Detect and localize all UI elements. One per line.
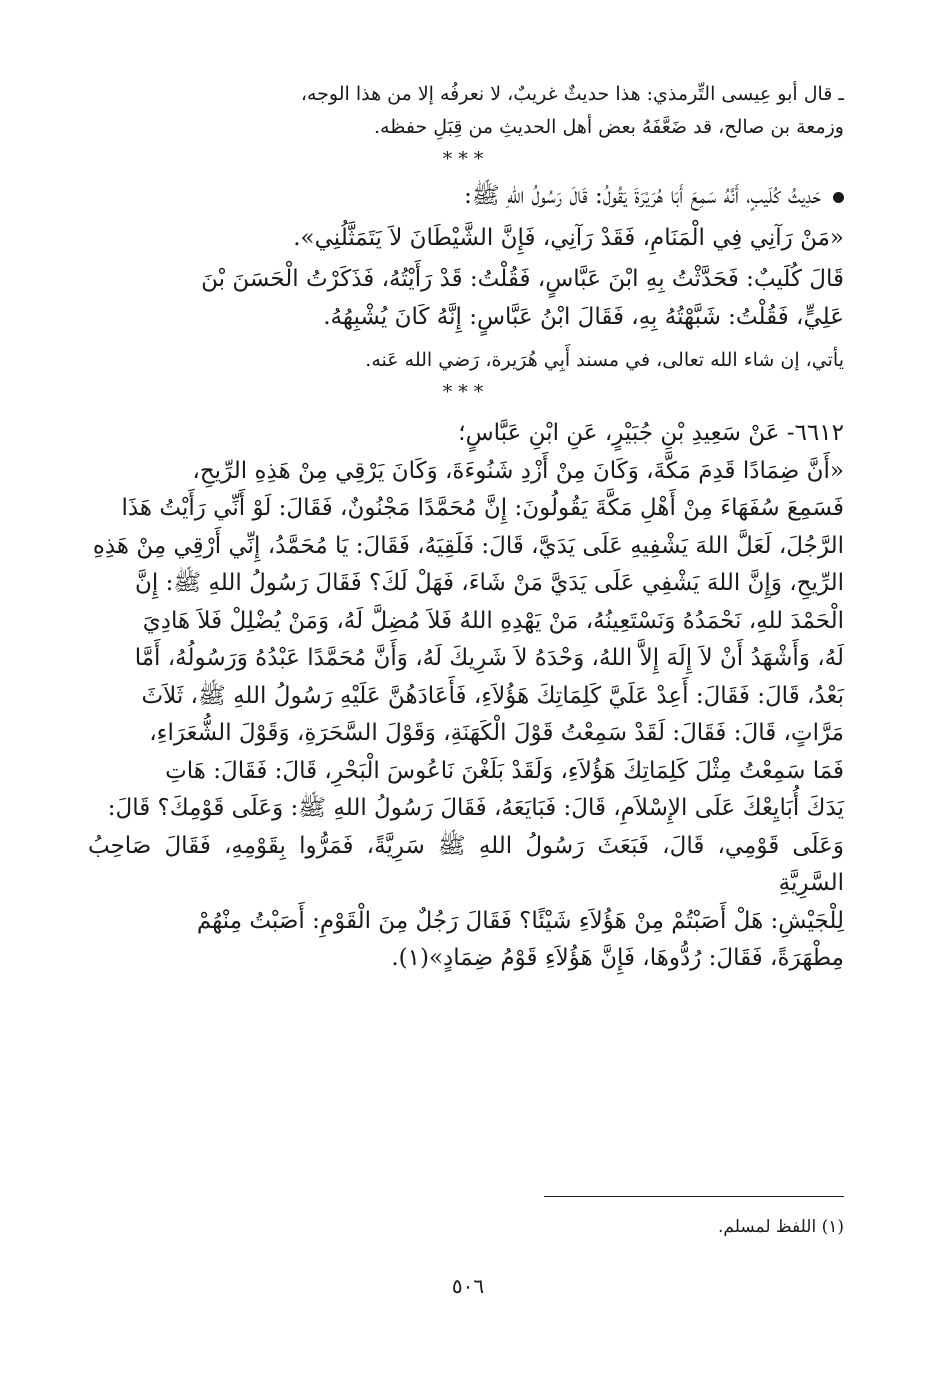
footnote: (١) اللفظ لمسلم. (717, 1217, 844, 1237)
hadith-line: فَسَمِعَ سُفَهَاءَ مِنْ أَهْلِ مَكَّةَ يَقُولُونَ: إِنَّ مُحَمَّدًا مَجْنُونٌ، فَقَالَ: لَوْ أَنِّي رَأَيْتُ هَذَا (121, 495, 844, 521)
section-separator: *** (442, 381, 490, 403)
footnote-divider (544, 1196, 844, 1197)
hadith-line: «مَنْ رَآنِي فِي الْمَنَامِ، فَقَدْ رَآنِي، فَإِنَّ الشَّيْطَانَ لاَ يَتَمَثَّلُنِي». (293, 224, 844, 251)
hadith-line: مِطْهَرَةً، فَقَالَ: رُدُّوهَا، فَإِنَّ هَؤُلاَءِ قَوْمُ ضِمَادٍ»(١). (391, 945, 844, 971)
bullet-icon (833, 192, 844, 203)
intro-line: ـ قال أبو عِيسى التِّرمذي: هذا حديثٌ غريبٌ، لا نعرفُه إلا من هذا الوجه، (300, 83, 844, 105)
hadith-line: الْحَمْدَ للهِ، نَحْمَدُهُ وَنَسْتَعِينُهُ، مَنْ يَهْدِهِ اللهُ فَلاَ مُضِلَّ لَهُ، وَمَنْ يُضْلِلْ فَلاَ هَادِيَ (142, 607, 844, 634)
hadith-line: الرِّيحِ، وَإِنَّ اللهَ يَشْفِي عَلَى يَدَيَّ مَنْ شَاءَ، فَهَلْ لَكَ؟ فَقَالَ رَسُولُ اللهِ ﷺ: إِنَّ (135, 570, 844, 596)
hadith-line: لِلْجَيْشِ: هَلْ أَصَبْتُمْ مِنْ هَؤُلاَءِ شَيْئًا؟ فَقَالَ رَجُلٌ مِنَ الْقَوْمِ: أَصَبْتُ مِنْهُمْ (196, 907, 844, 934)
intro-line: وزمعة بن صالح، قد ضَعَّفَهُ بعض أهل الحديثِ من قِبَلِ حفظه. (374, 116, 844, 138)
hadith-line: عَلِيٍّ، فَقُلْتُ: شَبَّهْتُهُ بِهِ، فَقَالَ ابْنُ عَبَّاسٍ: إِنَّهُ كَانَ يُشْبِهُهُ. (323, 303, 844, 330)
hadith-line: لَهُ، وَأَشْهَدُ أَنْ لاَ إِلَهَ إِلاَّ اللهُ، وَحْدَهُ لاَ شَرِيكَ لَهُ، وَأَنَّ مُحَمَّدًا عَبْدُهُ وَرَسُولُهُ، أَمَّا (134, 645, 844, 671)
hadith-number-line: ٦٦١٢- عَنْ سَعِيدِ بْنِ جُبَيْرٍ، عَنِ ابْنِ عَبَّاسٍ؛ (458, 420, 844, 446)
section-separator: *** (442, 148, 490, 170)
hadith-line: قَالَ كُلَيبٌ: فَحَدَّثْتُ بِهِ ابْنَ عَبَّاسٍ، فَقُلْتُ: قَدْ رَأَيْتُهُ، فَذَكَرْتُ الْحَسَنَ بْنَ (201, 266, 844, 292)
hadith-line: بَعْدُ، قَالَ: فَقَالَ: أَعِدْ عَلَيَّ كَلِمَاتِكَ هَؤُلاَءِ، فَأَعَادَهُنَّ عَلَيْهِ رَسُولُ اللهِ ﷺ، ثَلاَثَ (141, 682, 844, 709)
hadith-line: يَدَكَ أُبَايِعْكَ عَلَى الإِسْلاَمِ، قَالَ: فَبَايَعَهُ، فَقَالَ رَسُولُ اللهِ ﷺ: وَعَلَى قَوْمِكَ؟ قَالَ: (107, 795, 844, 821)
page-number: ٥٠٦ (451, 1274, 485, 1298)
hadith-note: يأتي، إن شاء الله تعالى، في مسند أَبِي هُرَيرة، رَضي الله عَنه. (365, 349, 844, 371)
hadith-line: مَرَّاتٍ، قَالَ: فَقَالَ: لَقَدْ سَمِعْتُ قَوْلَ الْكَهَنَةِ، وَقَوْلَ السَّحَرَةِ، وَقَوْلَ الشُّعَرَاءِ، (149, 720, 844, 746)
hadith-line: الرَّجُلَ، لَعَلَّ اللهَ يَشْفِيهِ عَلَى يَدَيَّ، قَالَ: فَلَقِيَهُ، فَقَالَ: يَا مُحَمَّدُ، إِنِّي أَرْقِي مِنْ هَذِهِ (92, 532, 844, 559)
hadith-line: «أَنَّ ضِمَادًا قَدِمَ مَكَّةَ، وَكَانَ مِنْ أَزْدِ شَنُوءَةَ، وَكَانَ يَرْقِي مِنْ هَذِهِ الرِّيحِ، (192, 457, 844, 484)
page-body (88, 78, 844, 978)
hadith-line: فَمَا سَمِعْتُ مِثْلَ كَلِمَاتِكَ هَؤُلاَءِ، وَلَقَدْ بَلَغْنَ نَاعُوسَ الْبَحْرِ، قَالَ: فَقَالَ: هَاتِ (165, 757, 844, 784)
hadith-line: حَدِيثُ كُلَيبٍ، أَنَّهُ سَمِعَ أَبَا هُرَيْرَةَ يَقُولُ: قَالَ رَسُولُ اللهِ ﷺ: (88, 178, 844, 216)
hadith-line: وَعَلَى قَوْمِي، قَالَ، فَبَعَثَ رَسُولُ اللهِ ﷺ سَرِيَّةً، فَمَرُّوا بِقَوْمِهِ، فَقَالَ صَاحِبُ السَّرِيَّةِ (88, 832, 844, 896)
